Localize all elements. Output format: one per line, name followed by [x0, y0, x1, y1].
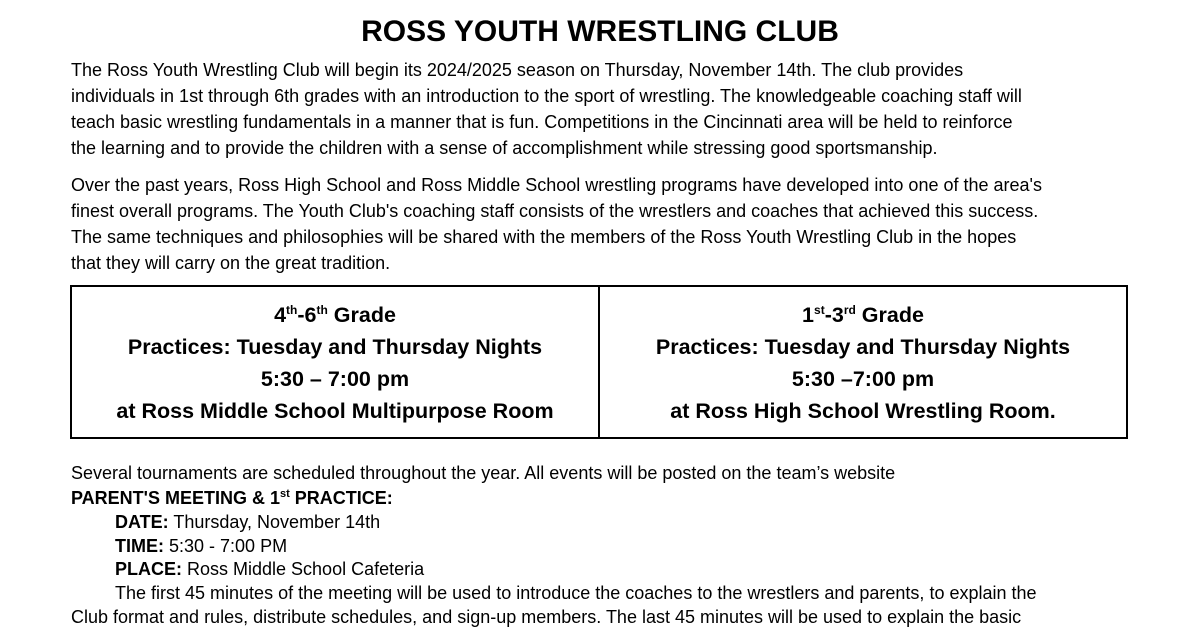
grade-from: 1 — [802, 303, 815, 327]
lower-grade-schedule — [598, 287, 1126, 437]
intro-line: teach basic wrestling fundamentals in a manner that is fun. Competitions in the Cincinnati area will be held to reinforce — [71, 112, 1013, 132]
history-line: finest overall programs. The Youth Club's coaching staff consists of the wrestlers and coaches that achieved this success. — [71, 201, 1039, 221]
description-line: Club format and rules, distribute schedules, and sign-up members. The last 45 minutes will be used to explain the basic — [71, 607, 1022, 627]
history-line: that they will carry on the great tradition. — [71, 253, 391, 273]
upper-practices-days: Practices: Tuesday and Thursday Nights — [127, 335, 543, 359]
upper-grade-schedule — [72, 287, 598, 437]
grade-to-suffix: th — [316, 303, 328, 317]
history-line: Over the past years, Ross High School and Ross Middle School wrestling programs have developed into one of the area's — [71, 175, 1042, 195]
lower-grade-heading — [600, 299, 1126, 331]
time-value: 5:30 - 7:00 PM — [164, 536, 288, 556]
grade-to: -6 — [297, 303, 317, 327]
grade-from-suffix: st — [814, 303, 825, 317]
heading-prefix: PARENT'S MEETING & 1 — [71, 488, 280, 508]
grade-from-suffix: th — [286, 303, 298, 317]
place-value: Ross Middle School Cafeteria — [182, 559, 425, 579]
heading-superscript: st — [279, 488, 290, 500]
time-label: TIME: — [115, 536, 164, 556]
lower-practices-days: Practices: Tuesday and Thursday Nights — [655, 335, 1071, 359]
heading-suffix: PRACTICE: — [289, 488, 393, 508]
place-label: PLACE: — [115, 559, 182, 579]
date-label: DATE: — [115, 512, 169, 532]
parents-meeting-heading — [71, 486, 393, 510]
meeting-description — [71, 581, 1037, 629]
intro-line: individuals in 1st through 6th grades with an introduction to the sport of wrestling. The knowledgeable coaching staff will — [71, 86, 1022, 106]
history-paragraph — [71, 172, 1133, 276]
grade-from: 4 — [274, 303, 287, 327]
intro-paragraph — [71, 57, 1133, 161]
meeting-date — [115, 510, 380, 534]
grade-to: -3 — [824, 303, 844, 327]
history-line: The same techniques and philosophies will be shared with the members of the Ross Youth Wrestling Club in the hopes — [71, 227, 1017, 247]
grade-word: Grade — [855, 303, 924, 327]
lower-practice-time: 5:30 –7:00 pm — [791, 367, 935, 391]
lower-practice-location: at Ross High School Wrestling Room. — [670, 399, 1056, 423]
grade-word: Grade — [327, 303, 396, 327]
upper-practice-time: 5:30 – 7:00 pm — [260, 367, 410, 391]
tournaments-note: Several tournaments are scheduled throughout the year. All events will be posted on the team’s website — [71, 463, 896, 483]
page-title: ROSS YOUTH WRESTLING CLUB — [361, 15, 839, 48]
meeting-place — [115, 557, 424, 581]
practice-schedule-table — [70, 285, 1128, 439]
description-line: The first 45 minutes of the meeting will be used to introduce the coaches to the wrestlers and parents, to explain the — [115, 583, 1037, 603]
upper-practice-location: at Ross Middle School Multipurpose Room — [116, 399, 554, 423]
grade-to-suffix: rd — [843, 303, 856, 317]
upper-grade-heading — [72, 299, 598, 331]
intro-line: The Ross Youth Wrestling Club will begin its 2024/2025 season on Thursday, November 14th. The club provides — [71, 60, 964, 80]
date-value: Thursday, November 14th — [168, 512, 381, 532]
intro-line: the learning and to provide the children with a sense of accomplishment while stressing good sportsmanship. — [71, 138, 938, 158]
meeting-time — [115, 534, 287, 558]
